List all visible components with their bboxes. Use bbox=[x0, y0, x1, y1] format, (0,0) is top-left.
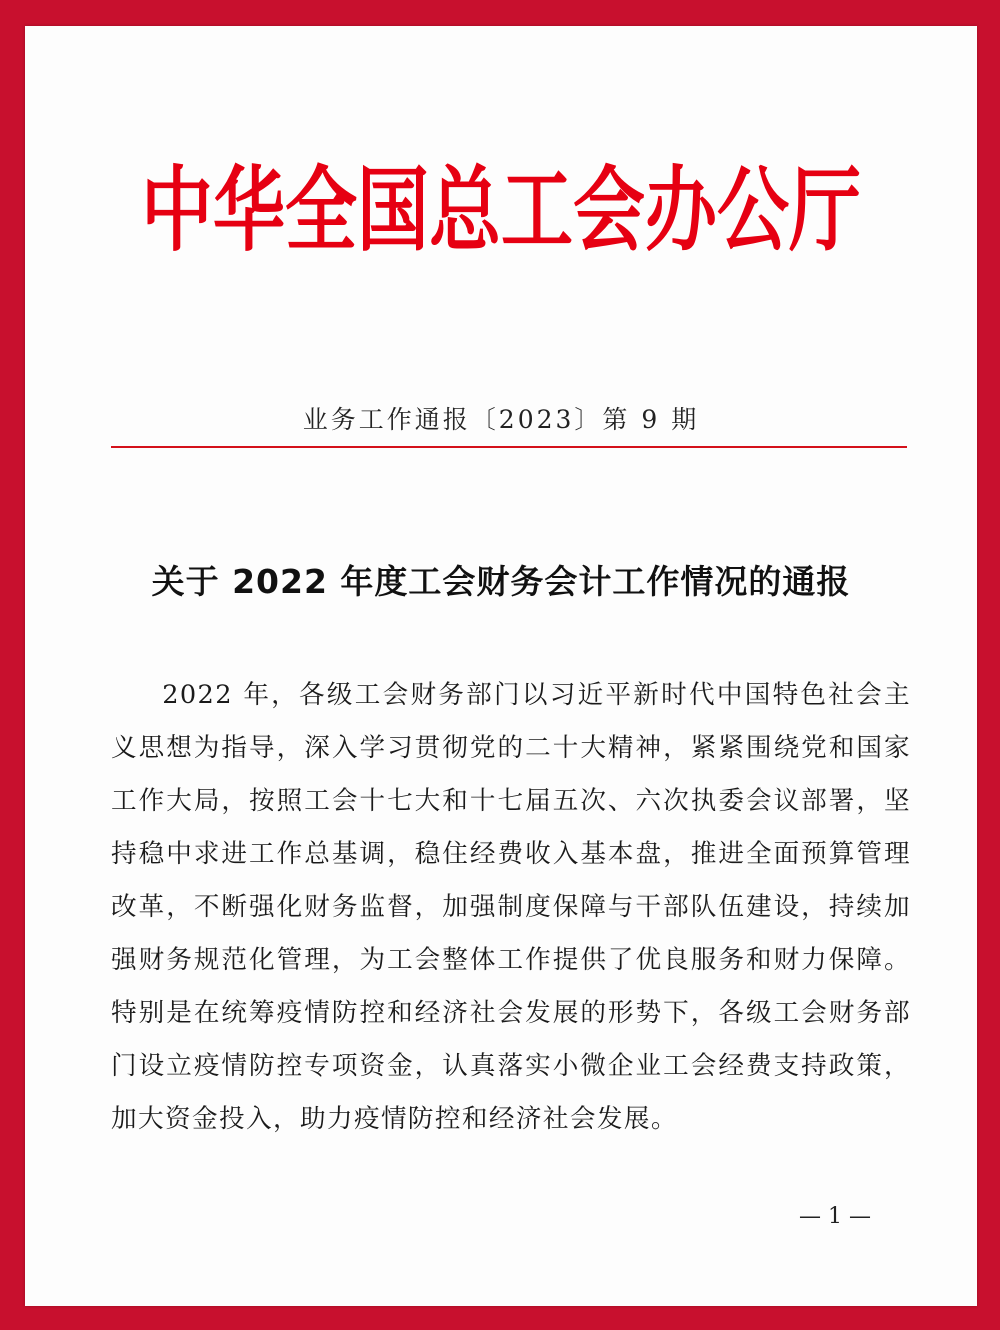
body-paragraph: 2022 年，各级工会财务部门以习近平新时代中国特色社会主义思想为指导，深入学习贯彻党的二十大精神，紧紧围绕党和国家工作大局，按照工会十七大和十七届五次、六次执委会议部署，坚持稳中求进工作总基调，稳住经费收入基本盘，推进全面预算管理改革，不断强化财务监督，加强制度保障与干部队伍建设，持续加强财务规范化管理，为工会整体工作提供了优良服务和财力保障。特别是在统筹疫情防控和经济社会发展的形势下，各级工会财务部门设立疫情防控专项资金，认真落实小微企业工会经费支持政策，加大资金投入，助力疫情防控和经济社会发展。 bbox=[111, 680, 911, 1134]
document-page bbox=[25, 26, 977, 1306]
page-number: — 1 — bbox=[799, 1204, 871, 1229]
issue-number-line: 业务工作通报〔2023〕第 9 期 bbox=[302, 405, 700, 434]
document-title: 关于 2022 年度工会财务会计工作情况的通报 bbox=[151, 562, 851, 601]
red-divider-line bbox=[111, 446, 907, 448]
agency-header: 中华全国总工会办公厅 bbox=[140, 156, 861, 264]
